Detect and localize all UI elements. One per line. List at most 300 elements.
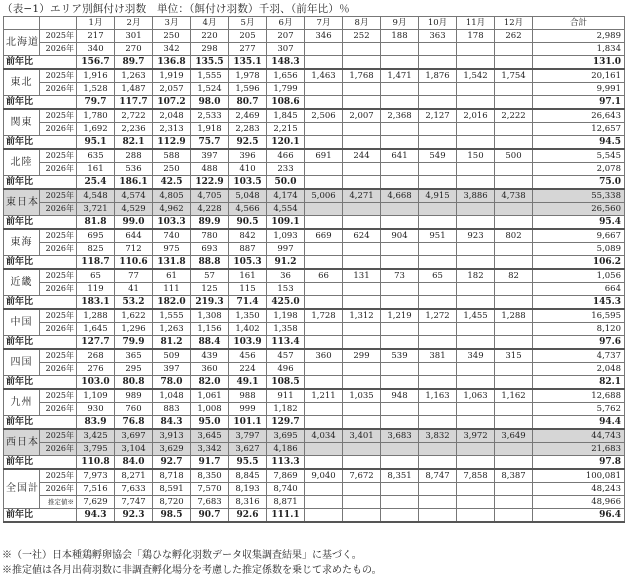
- ratio-cell: 120.1: [267, 136, 305, 150]
- ratio-cell: 103.9: [229, 336, 267, 350]
- region-name: 東日本: [4, 189, 40, 216]
- ratio-row: [4, 416, 625, 430]
- value-cell: 509: [153, 349, 191, 363]
- value-cell: 4,574: [115, 189, 153, 203]
- total-cell: 12,657: [533, 123, 625, 136]
- ratio-cell: [457, 96, 495, 110]
- note-estimate: ※推定値は各月出荷羽数に非調査孵化場分を考慮した推定係数を乗じて求めたもの。: [2, 565, 382, 576]
- ratio-cell: [457, 376, 495, 390]
- ratio-cell: 95.1: [77, 136, 115, 150]
- value-cell: 1,780: [77, 109, 115, 123]
- value-cell: 1,162: [495, 389, 533, 403]
- ratio-label: 前年比: [4, 456, 77, 470]
- value-cell: 2,283: [229, 123, 267, 136]
- value-cell: 1,358: [267, 323, 305, 336]
- ratio-cell: 108.5: [267, 376, 305, 390]
- value-cell: [305, 403, 343, 416]
- ratio-cell: [343, 96, 381, 110]
- ratio-cell: 94.3: [77, 509, 115, 523]
- value-cell: 456: [229, 349, 267, 363]
- ratio-cell: [381, 136, 419, 150]
- value-cell: 930: [77, 403, 115, 416]
- value-cell: [457, 483, 495, 496]
- ratio-cell: [381, 256, 419, 270]
- table-row: [4, 469, 625, 483]
- total-cell: 8,120: [533, 323, 625, 336]
- value-cell: 842: [229, 229, 267, 243]
- total-cell: 12,688: [533, 389, 625, 403]
- ratio-cell: 122.9: [191, 176, 229, 190]
- row-label: 2025年: [40, 269, 77, 283]
- table-row: [4, 483, 625, 496]
- value-cell: 205: [229, 30, 267, 43]
- ratio-cell: 81.2: [153, 336, 191, 350]
- ratio-total-cell: 106.2: [533, 256, 625, 270]
- value-cell: 989: [115, 389, 153, 403]
- value-cell: [495, 363, 533, 376]
- ratio-cell: 79.7: [77, 96, 115, 110]
- value-cell: 315: [495, 349, 533, 363]
- ratio-cell: [495, 176, 533, 190]
- ratio-cell: [419, 136, 457, 150]
- value-cell: 1,308: [191, 309, 229, 323]
- value-cell: 641: [381, 149, 419, 163]
- value-cell: [495, 43, 533, 56]
- ratio-cell: 84.0: [115, 456, 153, 470]
- value-cell: 2,215: [267, 123, 305, 136]
- value-cell: 948: [381, 389, 419, 403]
- table-row: [4, 389, 625, 403]
- table-row: [4, 163, 625, 176]
- ratio-cell: 131.8: [153, 256, 191, 270]
- value-cell: [495, 83, 533, 96]
- value-cell: [457, 43, 495, 56]
- value-cell: 8,350: [191, 469, 229, 483]
- value-cell: 188: [381, 30, 419, 43]
- ratio-cell: [343, 56, 381, 70]
- value-cell: 4,228: [191, 203, 229, 216]
- value-cell: 2,506: [305, 109, 343, 123]
- ratio-cell: [381, 296, 419, 310]
- value-cell: 2,368: [381, 109, 419, 123]
- value-cell: 111: [153, 283, 191, 296]
- ratio-cell: [305, 136, 343, 150]
- ratio-total-cell: 96.4: [533, 509, 625, 523]
- ratio-cell: [419, 376, 457, 390]
- total-cell: 5,545: [533, 149, 625, 163]
- row-label: 2026年: [40, 403, 77, 416]
- ratio-cell: [305, 336, 343, 350]
- value-cell: 549: [419, 149, 457, 163]
- value-cell: 3,795: [77, 443, 115, 456]
- value-cell: 1,182: [267, 403, 305, 416]
- table-row: [4, 323, 625, 336]
- ratio-cell: 89.9: [191, 216, 229, 230]
- ratio-cell: [305, 376, 343, 390]
- ratio-cell: [419, 96, 457, 110]
- table-row: [4, 283, 625, 296]
- total-cell: 1,056: [533, 269, 625, 283]
- value-cell: 975: [153, 243, 191, 256]
- ratio-cell: 49.1: [229, 376, 267, 390]
- value-cell: [495, 243, 533, 256]
- value-cell: [495, 496, 533, 509]
- header-month: 9月: [381, 17, 419, 30]
- ratio-cell: [305, 216, 343, 230]
- value-cell: 1,555: [191, 69, 229, 83]
- value-cell: 4,271: [343, 189, 381, 203]
- ratio-cell: [457, 56, 495, 70]
- row-label: 2025年: [40, 349, 77, 363]
- value-cell: 3,913: [153, 429, 191, 443]
- value-cell: 7,629: [77, 496, 115, 509]
- table-row: [4, 43, 625, 56]
- ratio-cell: [381, 336, 419, 350]
- value-cell: 2,313: [153, 123, 191, 136]
- value-cell: 1,219: [381, 309, 419, 323]
- value-cell: 153: [267, 283, 305, 296]
- ratio-cell: 98.5: [153, 509, 191, 523]
- value-cell: 3,695: [267, 429, 305, 443]
- ratio-cell: 79.9: [115, 336, 153, 350]
- ratio-cell: 95.5: [229, 456, 267, 470]
- total-cell: 5,089: [533, 243, 625, 256]
- value-cell: 360: [191, 363, 229, 376]
- value-cell: 3,697: [115, 429, 153, 443]
- region-name: 東北: [4, 69, 40, 96]
- table-row: [4, 229, 625, 243]
- value-cell: 3,683: [381, 429, 419, 443]
- ratio-cell: [495, 296, 533, 310]
- value-cell: 2,007: [343, 109, 381, 123]
- ratio-label: 前年比: [4, 136, 77, 150]
- value-cell: [343, 43, 381, 56]
- value-cell: [419, 43, 457, 56]
- ratio-cell: 156.7: [77, 56, 115, 70]
- ratio-cell: 95.0: [191, 416, 229, 430]
- value-cell: [343, 323, 381, 336]
- value-cell: [419, 243, 457, 256]
- value-cell: [305, 83, 343, 96]
- value-cell: 802: [495, 229, 533, 243]
- value-cell: 161: [229, 269, 267, 283]
- value-cell: 466: [267, 149, 305, 163]
- ratio-cell: [419, 456, 457, 470]
- value-cell: 7,516: [77, 483, 115, 496]
- value-cell: 539: [381, 349, 419, 363]
- ratio-cell: [457, 176, 495, 190]
- value-cell: 8,871: [267, 496, 305, 509]
- value-cell: [419, 283, 457, 296]
- ratio-row: [4, 456, 625, 470]
- ratio-total-cell: 97.6: [533, 336, 625, 350]
- value-cell: 693: [191, 243, 229, 256]
- value-cell: 7,747: [115, 496, 153, 509]
- value-cell: 2,127: [419, 109, 457, 123]
- total-cell: 1,834: [533, 43, 625, 56]
- value-cell: [457, 203, 495, 216]
- value-cell: 220: [191, 30, 229, 43]
- value-cell: 224: [229, 363, 267, 376]
- ratio-label: 前年比: [4, 96, 77, 110]
- value-cell: 1,061: [191, 389, 229, 403]
- ratio-total-cell: 97.8: [533, 456, 625, 470]
- ratio-cell: [419, 176, 457, 190]
- table-row: [4, 30, 625, 43]
- value-cell: 1,768: [343, 69, 381, 83]
- value-cell: [495, 443, 533, 456]
- value-cell: 233: [267, 163, 305, 176]
- value-cell: 3,886: [457, 189, 495, 203]
- value-cell: [457, 363, 495, 376]
- value-cell: 7,633: [115, 483, 153, 496]
- note-source: ※（一社）日本種鶏孵卵協会「鶏ひな孵化羽数データ収集調査結果」に基づく。: [2, 550, 362, 561]
- total-cell: 20,161: [533, 69, 625, 83]
- ratio-cell: 99.0: [115, 216, 153, 230]
- value-cell: [343, 243, 381, 256]
- value-cell: 161: [77, 163, 115, 176]
- ratio-cell: [381, 96, 419, 110]
- ratio-row: [4, 96, 625, 110]
- value-cell: 1,063: [457, 389, 495, 403]
- value-cell: 396: [229, 149, 267, 163]
- value-cell: 8,747: [419, 469, 457, 483]
- value-cell: 217: [77, 30, 115, 43]
- value-cell: 8,845: [229, 469, 267, 483]
- value-cell: 2,057: [153, 83, 191, 96]
- ratio-cell: [343, 456, 381, 470]
- value-cell: 410: [229, 163, 267, 176]
- ratio-label: 前年比: [4, 256, 77, 270]
- ratio-cell: 82.1: [115, 136, 153, 150]
- ratio-cell: [457, 256, 495, 270]
- value-cell: 1,198: [267, 309, 305, 323]
- region-name: 北海道: [4, 30, 40, 56]
- ratio-cell: [457, 296, 495, 310]
- ratio-total-cell: 94.4: [533, 416, 625, 430]
- value-cell: 9,040: [305, 469, 343, 483]
- ratio-row: [4, 56, 625, 70]
- table-row: [4, 403, 625, 416]
- value-cell: [305, 123, 343, 136]
- ratio-row: [4, 296, 625, 310]
- ratio-cell: 91.2: [267, 256, 305, 270]
- value-cell: 115: [229, 283, 267, 296]
- ratio-cell: 118.7: [77, 256, 115, 270]
- ratio-cell: 82.0: [191, 376, 229, 390]
- ratio-cell: [495, 256, 533, 270]
- value-cell: 125: [191, 283, 229, 296]
- value-cell: 7,973: [77, 469, 115, 483]
- value-cell: [457, 496, 495, 509]
- ratio-cell: [419, 296, 457, 310]
- ratio-cell: 113.4: [267, 336, 305, 350]
- ratio-row: [4, 509, 625, 523]
- ratio-cell: 127.7: [77, 336, 115, 350]
- value-cell: 951: [419, 229, 457, 243]
- value-cell: 178: [457, 30, 495, 43]
- ratio-cell: [381, 376, 419, 390]
- value-cell: [495, 323, 533, 336]
- ratio-cell: 186.1: [115, 176, 153, 190]
- value-cell: 1,918: [191, 123, 229, 136]
- ratio-cell: 148.3: [267, 56, 305, 70]
- value-cell: 8,720: [153, 496, 191, 509]
- value-cell: [419, 123, 457, 136]
- value-cell: [419, 483, 457, 496]
- header-blank: [4, 17, 40, 30]
- value-cell: [419, 496, 457, 509]
- value-cell: 4,962: [153, 203, 191, 216]
- value-cell: 250: [153, 163, 191, 176]
- ratio-cell: 105.3: [229, 256, 267, 270]
- value-cell: [343, 123, 381, 136]
- value-cell: 825: [77, 243, 115, 256]
- value-cell: 1,919: [153, 69, 191, 83]
- ratio-total-cell: 131.0: [533, 56, 625, 70]
- value-cell: 1,296: [115, 323, 153, 336]
- region-name: 全国計: [4, 469, 40, 509]
- ratio-cell: 219.3: [191, 296, 229, 310]
- value-cell: 397: [191, 149, 229, 163]
- table-row: [4, 349, 625, 363]
- value-cell: 1,622: [115, 309, 153, 323]
- value-cell: 82: [495, 269, 533, 283]
- value-cell: 439: [191, 349, 229, 363]
- value-cell: 8,193: [229, 483, 267, 496]
- ratio-cell: 92.7: [153, 456, 191, 470]
- value-cell: 669: [305, 229, 343, 243]
- ratio-cell: 111.1: [267, 509, 305, 523]
- value-cell: [381, 243, 419, 256]
- value-cell: 7,858: [457, 469, 495, 483]
- ratio-cell: [381, 176, 419, 190]
- row-label: 2025年: [40, 469, 77, 483]
- ratio-row: [4, 336, 625, 350]
- ratio-total-cell: 97.1: [533, 96, 625, 110]
- ratio-cell: [381, 56, 419, 70]
- value-cell: 712: [115, 243, 153, 256]
- value-cell: 363: [419, 30, 457, 43]
- region-name: 近畿: [4, 269, 40, 296]
- value-cell: 1,093: [267, 229, 305, 243]
- value-cell: 1,692: [77, 123, 115, 136]
- value-cell: 8,316: [229, 496, 267, 509]
- value-cell: 488: [191, 163, 229, 176]
- value-cell: 360: [305, 349, 343, 363]
- table-row: [4, 363, 625, 376]
- ratio-cell: [495, 96, 533, 110]
- value-cell: 4,529: [115, 203, 153, 216]
- value-cell: [343, 163, 381, 176]
- ratio-cell: [457, 416, 495, 430]
- total-cell: 9,667: [533, 229, 625, 243]
- value-cell: 182: [457, 269, 495, 283]
- value-cell: 997: [267, 243, 305, 256]
- value-cell: 8,740: [267, 483, 305, 496]
- value-cell: 1,845: [267, 109, 305, 123]
- ratio-cell: [343, 176, 381, 190]
- row-label: 2026年: [40, 203, 77, 216]
- value-cell: 1,487: [115, 83, 153, 96]
- ratio-cell: [343, 296, 381, 310]
- value-cell: 2,048: [153, 109, 191, 123]
- ratio-cell: [495, 56, 533, 70]
- value-cell: [381, 203, 419, 216]
- value-cell: [419, 323, 457, 336]
- value-cell: [457, 123, 495, 136]
- row-label: 2025年: [40, 429, 77, 443]
- total-cell: 48,966: [533, 496, 625, 509]
- header-blank: [40, 17, 77, 30]
- value-cell: 1,528: [77, 83, 115, 96]
- row-label: 推定値※: [40, 496, 77, 509]
- value-cell: 65: [419, 269, 457, 283]
- ratio-cell: 107.2: [153, 96, 191, 110]
- row-label: 2026年: [40, 163, 77, 176]
- ratio-cell: [305, 56, 343, 70]
- value-cell: 1,656: [267, 69, 305, 83]
- ratio-cell: [419, 56, 457, 70]
- value-cell: [343, 443, 381, 456]
- ratio-cell: 129.7: [267, 416, 305, 430]
- ratio-cell: 76.8: [115, 416, 153, 430]
- value-cell: 119: [77, 283, 115, 296]
- value-cell: 457: [267, 349, 305, 363]
- ratio-cell: [457, 456, 495, 470]
- header-month: 6月: [267, 17, 305, 30]
- ratio-cell: [305, 296, 343, 310]
- ratio-cell: [457, 216, 495, 230]
- ratio-cell: 92.3: [115, 509, 153, 523]
- total-cell: 44,743: [533, 429, 625, 443]
- value-cell: 887: [229, 243, 267, 256]
- value-cell: [305, 163, 343, 176]
- value-cell: 207: [267, 30, 305, 43]
- value-cell: 1,524: [191, 83, 229, 96]
- value-cell: [305, 323, 343, 336]
- value-cell: [495, 123, 533, 136]
- value-cell: 644: [115, 229, 153, 243]
- table-row: [4, 243, 625, 256]
- value-cell: 298: [191, 43, 229, 56]
- value-cell: [419, 403, 457, 416]
- value-cell: [419, 163, 457, 176]
- ratio-total-cell: 145.3: [533, 296, 625, 310]
- ratio-label: 前年比: [4, 376, 77, 390]
- table-row: [4, 496, 625, 509]
- value-cell: 1,402: [229, 323, 267, 336]
- header-month: 7月: [305, 17, 343, 30]
- ratio-cell: 101.1: [229, 416, 267, 430]
- total-cell: 26,643: [533, 109, 625, 123]
- ratio-label: 前年比: [4, 416, 77, 430]
- value-cell: 4,805: [153, 189, 191, 203]
- value-cell: 41: [115, 283, 153, 296]
- value-cell: 3,645: [191, 429, 229, 443]
- value-cell: 988: [229, 389, 267, 403]
- value-cell: 3,721: [77, 203, 115, 216]
- header-row: [4, 17, 625, 30]
- row-label: 2025年: [40, 30, 77, 43]
- ratio-cell: 92.6: [229, 509, 267, 523]
- ratio-cell: [343, 376, 381, 390]
- value-cell: [419, 203, 457, 216]
- ratio-cell: 89.7: [115, 56, 153, 70]
- value-cell: 7,869: [267, 469, 305, 483]
- total-cell: 2,989: [533, 30, 625, 43]
- value-cell: 1,916: [77, 69, 115, 83]
